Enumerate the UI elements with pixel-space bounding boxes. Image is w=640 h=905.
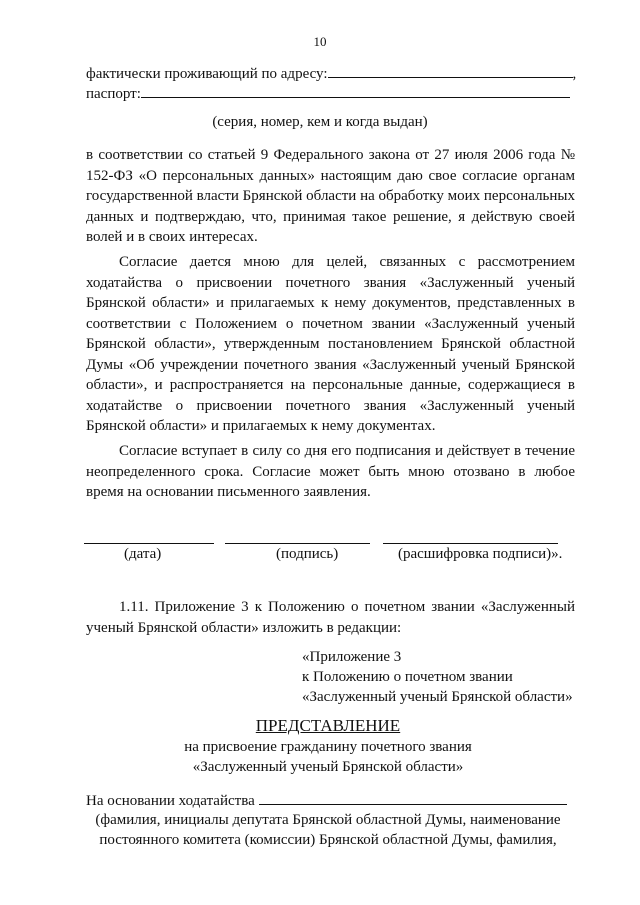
- heading-subtitle-1: на присвоение гражданину почетного звания: [184, 739, 472, 755]
- heading-title: ПРЕДСТАВЛЕНИЕ: [255, 716, 401, 735]
- basis-hint-1: (фамилия, инициалы депутата Брянской областной Думы, наименование: [95, 812, 561, 828]
- passport-blank: [141, 83, 570, 98]
- consent-paragraph-3: Согласие вступает в силу со дня его подписания и действует в течение неопределенного срока. Согласие может быть мною отозвано в любое время на основании письменного заявления.: [86, 443, 575, 500]
- decode-label: (расшифровка подписи)».: [398, 546, 563, 562]
- heading-title-wrap: [8, 716, 640, 737]
- address-end: ,: [572, 66, 577, 82]
- heading-subtitle-2: «Заслуженный ученый Брянской области»: [192, 759, 464, 775]
- address-label: фактически проживающий по адресу:: [86, 66, 328, 82]
- basis-field-row: [86, 790, 567, 811]
- passport-hint: (серия, номер, кем и когда выдан): [212, 114, 428, 130]
- address-blank: [328, 63, 573, 78]
- sign-label: (подпись): [276, 546, 339, 562]
- basis-label: На основании ходатайства: [86, 793, 255, 809]
- address-field-row: [86, 63, 576, 84]
- consent-paragraph-2: Согласие дается мною для целей, связанных с рассмотрением ходатайства о присвоении почетного звания «Заслуженный ученый Брянской области» и прилагаемых к нему документов, представленных в соответствии с Положением о почетном звании «Заслуженный ученый Брянской области», утвержденным постановлением Брянской областной Думы «Об учреждении почетного звания «Заслуженный ученый Брянской области», и распространяется на персональные данные, содержащиеся в ходатайстве о присвоении почетного звания «Заслуженный ученый Брянской области» и прилагаемых к нему документах.: [86, 254, 575, 434]
- passport-label: паспорт:: [86, 86, 141, 102]
- consent-paragraph-1: в соответствии со статьей 9 Федерального закона от 27 июля 2006 года № 152-ФЗ «О персональных данных» настоящим даю свое согласие органам государственной власти Брянской области на обработку моих персональных данных и подтверждаю, что, принимая такое решение, я действую своей волей и в своих интересах.: [86, 147, 575, 245]
- amendment-paragraph: 1.11. Приложение 3 к Положению о почетном звании «Заслуженный ученый Брянской области» изложить в редакции:: [86, 599, 575, 636]
- page-number: 10: [313, 34, 327, 49]
- appendix-line-2: к Положению о почетном звании: [302, 669, 513, 685]
- passport-field-row: [86, 83, 570, 104]
- appendix-line-3: «Заслуженный ученый Брянской области»: [302, 689, 573, 705]
- basis-hint-2: постоянного комитета (комиссии) Брянской областной Думы, фамилия,: [99, 832, 557, 848]
- date-label: (дата): [124, 546, 162, 562]
- appendix-line-1: «Приложение 3: [302, 649, 402, 665]
- basis-blank: [259, 790, 567, 805]
